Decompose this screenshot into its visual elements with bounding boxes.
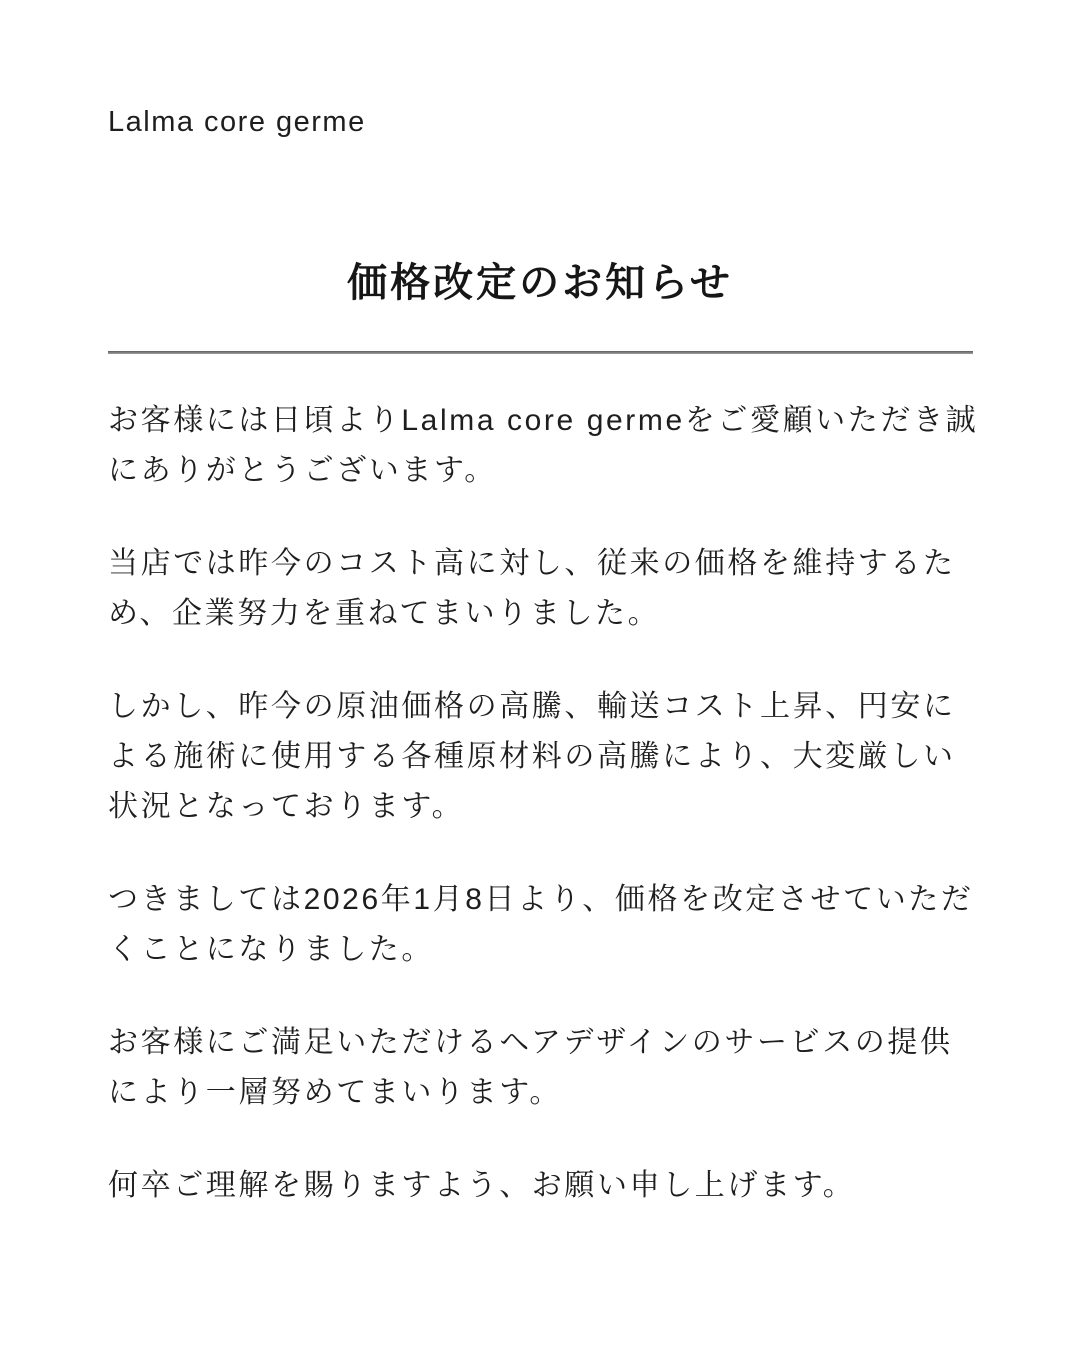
paragraph-line: により一層努めてまいります。: [108, 1076, 562, 1109]
paragraph-line: お客様には日頃よりLalma core germeをご愛顧いただき誠: [108, 404, 979, 437]
paragraph-line: しかし、昨今の原油価格の高騰、輸送コスト上昇、円安に: [108, 690, 956, 723]
paragraph-reason: [108, 682, 1080, 832]
paragraph-line: 何卒ご理解を賜りますよう、お願い申し上げます。: [108, 1169, 856, 1202]
divider-line: [108, 351, 973, 354]
notice-body: [108, 396, 1080, 1211]
paragraph-line: つきましては2026年1月8日より、価格を改定させていただ: [108, 883, 974, 916]
paragraph-line: よる施術に使用する各種原材料の高騰により、大変厳しい: [108, 740, 956, 773]
paragraph-revision-date: [108, 875, 1080, 975]
paragraph-line: 当店では昨今のコスト高に対し、従来の価格を維持するた: [108, 547, 956, 580]
paragraph-line: め、企業努力を重ねてまいりました。: [108, 597, 661, 630]
paragraph-commitment: [108, 1018, 1080, 1118]
paragraph-effort: [108, 539, 1080, 639]
paragraph-closing: [108, 1161, 1080, 1211]
paragraph-greeting: [108, 396, 1080, 496]
paragraph-line: お客様にご満足いただけるヘアデザインのサービスの提供: [108, 1026, 953, 1059]
paragraph-line: くことになりました。: [108, 933, 434, 966]
notice-title: 価格改定のお知らせ: [347, 261, 733, 305]
paragraph-line: 状況となっております。: [108, 790, 465, 823]
brand-name: Lalma core germe: [108, 106, 366, 138]
paragraph-line: にありがとうございます。: [108, 454, 497, 487]
